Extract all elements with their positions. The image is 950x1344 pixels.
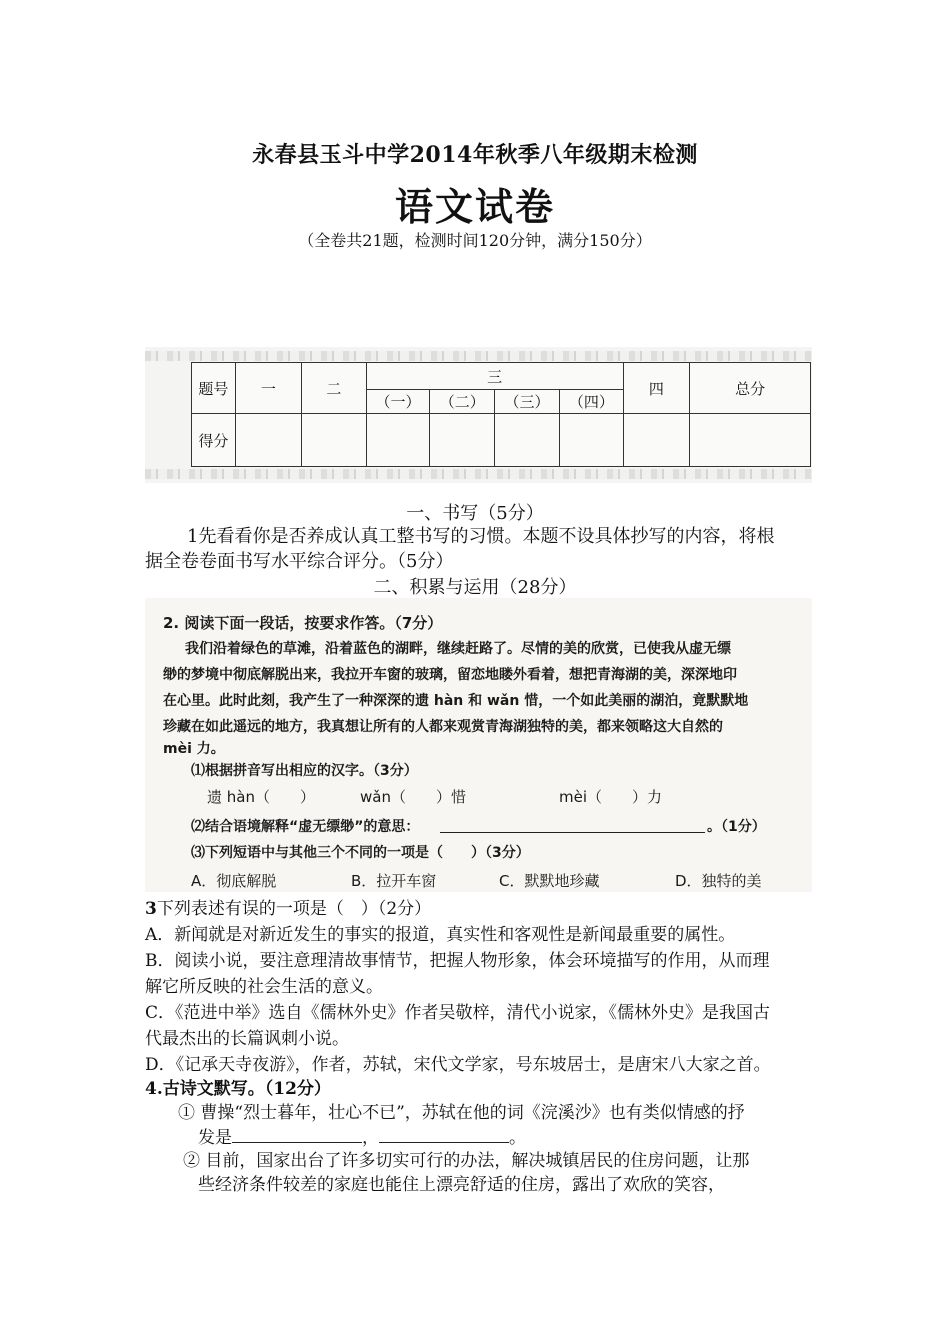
score-cell	[302, 414, 366, 467]
q2-option-d: D．独特的美	[675, 872, 762, 890]
q3-option-b-line1: B．阅读小说，要注意理清故事情节，把握人物形象，体会环境描写的作用，从而理	[145, 951, 770, 971]
exam-note: （全卷共21题，检测时间120分钟，满分150分）	[298, 231, 652, 250]
score-table	[191, 362, 811, 467]
q3-stem-text: 下列表述有误的一项是（ ）（2分）	[156, 899, 432, 919]
q2-passage-line: 我们沿着绿色的草滩，沿着蓝色的湖畔，继续赶路了。尽情的美的欣赏，已使我从虚无缥	[185, 641, 731, 657]
q2-passage-line: 珍藏在如此遥远的地方，我真想让所有的人都来观赏青海湖独特的美，都来领略这大自然的	[163, 719, 723, 735]
q2-sub2-answer-line[interactable]	[440, 816, 705, 833]
q3-option-c-line1: C．《范进中举》选自《儒林外史》作者吴敬梓，清代小说家，《儒林外史》是我国古	[145, 1003, 771, 1023]
col-3-sub-2: （二）	[430, 390, 495, 414]
row-label-score: 得分	[192, 414, 236, 467]
q2-blank-3: mèi（ ）力	[559, 788, 663, 806]
question-2-scan	[145, 598, 812, 892]
col-3: 三	[366, 363, 623, 390]
q4-item1-blank-2[interactable]	[379, 1124, 509, 1143]
q4-item1-line2	[198, 1124, 798, 1151]
score-cell	[559, 414, 623, 467]
col-3-sub-3: （三）	[495, 390, 560, 414]
score-cell	[690, 414, 811, 467]
q2-sub1: ⑴根据拼音写出相应的汉字。（3分）	[191, 763, 418, 779]
q2-option-c: C．默默地珍藏	[499, 872, 600, 890]
q4-item1-line1: ① 曹操“烈士暮年，壮心不已”，苏轼在他的词《浣溪沙》也有类似情感的抒	[178, 1103, 745, 1123]
q4-item2-line2: 些经济条件较差的家庭也能住上漂亮舒适的住房，露出了欢欣的笑容，	[198, 1175, 725, 1195]
score-cell	[235, 414, 301, 467]
q3-number: 3	[145, 899, 157, 919]
q2-sub2: ⑵结合语境解释“虚无缥缈”的意思：	[191, 819, 420, 835]
q4-item2-line1: ② 目前，国家出台了许多切实可行的办法，解决城镇居民的住房问题，让那	[183, 1151, 750, 1171]
q4-item1-end: 。	[509, 1128, 526, 1148]
q2-option-a: A．彻底解脱	[191, 872, 277, 890]
q2-stem: 2. 阅读下面一段话，按要求作答。（7分）	[163, 614, 443, 632]
col-total: 总分	[690, 363, 811, 414]
score-cell	[366, 414, 430, 467]
q4-item1-prefix: 发是	[198, 1128, 232, 1148]
col-3-sub-1: （一）	[366, 390, 430, 414]
section-1-text-line2: 据全卷卷面书写水平综合评分。（5分）	[145, 551, 454, 572]
q4-item1-blank-1[interactable]	[232, 1124, 362, 1143]
q3-option-c-line2: 代最杰出的长篇讽刺小说。	[145, 1029, 349, 1049]
col-3-sub-4: （四）	[559, 390, 623, 414]
exam-subtitle: 永春县玉斗中学2014年秋季八年级期末检测	[252, 142, 698, 168]
q2-blank-2: wǎn（ ）惜	[360, 788, 466, 806]
exam-title: 语文试卷	[394, 184, 555, 229]
col-2: 二	[302, 363, 366, 414]
row-label-number: 题号	[192, 363, 236, 414]
q2-sub2-score: 。（1分）	[707, 819, 766, 835]
q3-option-d: D．《记承天寺夜游》，作者，苏轼，宋代文学家，号东坡居士，是唐宋八大家之首。	[145, 1055, 771, 1075]
score-cell	[495, 414, 560, 467]
section-1-text-line1: 1先看看你是否养成认真工整书写的习惯。本题不设具体抄写的内容，将根	[187, 526, 775, 547]
q3-option-a: A．新闻就是对新近发生的事实的报道，真实性和客观性是新闻最重要的属性。	[145, 925, 736, 945]
q3-stem	[145, 896, 810, 922]
q2-blank-1: 遗 hàn（ ）	[207, 788, 315, 806]
q4-stem: 4.古诗文默写。（12分）	[145, 1079, 331, 1099]
score-cell	[430, 414, 495, 467]
section-2-heading: 二、积累与运用（28分）	[373, 577, 577, 598]
q2-passage-line: 缈的梦境中彻底解脱出来，我拉开车窗的玻璃，留恋地䁖外看着，想把青海湖的美，深深地印	[163, 667, 737, 683]
q2-sub3: ⑶下列短语中与其他三个不同的一项是（ ）（3分）	[191, 845, 530, 861]
q4-item1-sep: ，	[362, 1128, 379, 1148]
col-1: 一	[235, 363, 301, 414]
col-4: 四	[623, 363, 689, 414]
q2-passage-line: mèi 力。	[163, 741, 225, 757]
q2-passage-line: 在心里。此时此刻，我产生了一种深深的遗 hàn 和 wǎn 惜，一个如此美丽的湖泊，竟默默地	[163, 693, 749, 709]
q3-option-b-line2: 解它所反映的社会生活的意义。	[145, 977, 383, 997]
q2-option-b: B．拉开车窗	[351, 872, 437, 890]
score-cell	[623, 414, 689, 467]
section-1-heading: 一、书写（5分）	[406, 503, 544, 524]
